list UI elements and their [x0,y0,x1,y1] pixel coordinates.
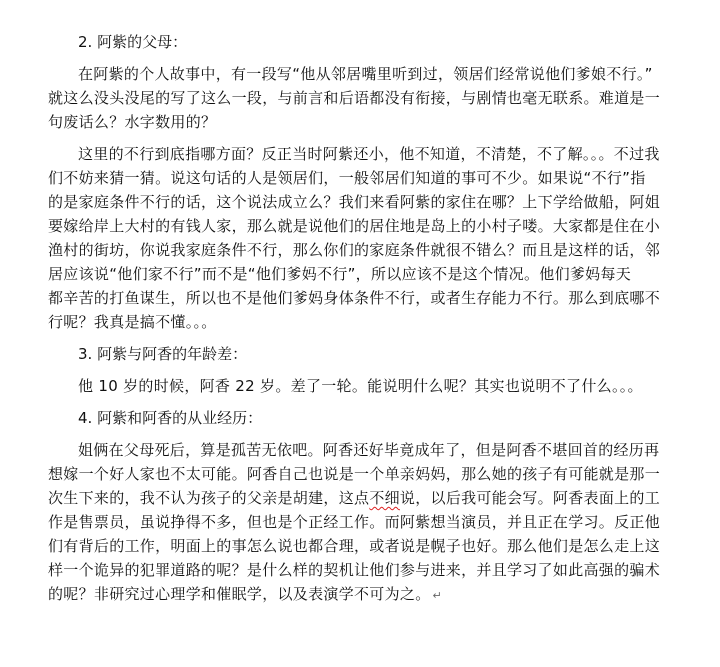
text-line: 们有背后的工作，明面上的事怎么说也都合理，或者说是幌子也好。那么他们是怎么走上这 [48,537,661,555]
section-4-heading: 4. 阿紫和阿香的从业经历： [78,409,263,427]
text-line: 姐俩在父母死后，算是孤苦无依吧。阿香还好毕竟成年了，但是阿香不堪回首的经历再 [78,441,660,459]
text-line: 要嫁给岸上大村的有钱人家，那么就是说他们的居住地是岛上的小村子喽。大家都是住在小 [48,217,661,235]
text-line: 们不妨来猜一猜。说这句话的人是领居们，一般邻居们知道的事可不少。如果说“不行”指 [48,169,646,187]
text-line: 在阿紫的个人故事中，有一段写“他从邻居嘴里听到过，领居们经常说他们爹娘不行。” [78,65,653,83]
text-line: 作是售票员，虽说挣得不多，但也是个正经工作。而阿紫想当演员，并且正在学习。反正他 [48,513,661,531]
text-line: 都辛苦的打鱼谋生，所以也不是他们爹妈身体条件不行，或者生存能力不行。那么到底哪不 [48,289,661,307]
text-segment: 次生下来的，我不认为孩子的父亲是胡建，这点 [48,489,370,507]
spellcheck-flagged-text[interactable]: 不细 [369,489,400,507]
section-2-paragraph-2 [48,142,670,334]
section-2-heading: 2. 阿紫的父母： [78,33,188,51]
text-segment: 的呢？非研究过心理学和催眠学，以及表演学不可为之。 [48,585,431,603]
text-line: 就这么没头没尾的写了这么一段，与前言和后语都没有衔接，与剧情也毫无联系。难道是一 [48,89,661,107]
text-line: 样一个诡异的犯罪道路的呢？是什么样的契机让他们参与进来，并且学习了如此高强的骗术 [48,561,661,579]
text-line [48,486,670,510]
text-line [48,582,670,608]
text-line: 想嫁一个好人家也不太可能。阿香自己也说是一个单亲妈妈，那么她的孩子有可能就是那一 [48,465,661,483]
text-line: 的是家庭条件不行的话，这个说法成立么？我们来看阿紫的家住在哪？上下学给做船，阿姐 [48,193,661,211]
section-3-paragraph-1 [48,374,670,398]
text-line: 渔村的街坊，你说我家庭条件不行，那么你们的家庭条件就很不错么？而且是这样的话，邻 [48,241,661,259]
text-segment: 说，以后我可能会写。阿香表面上的工 [399,489,661,507]
text-line: 这里的不行到底指哪方面？反正当时阿紫还小，他不知道，不清楚，不了解。。。不过我 [78,145,660,163]
section-2-paragraph-1 [48,62,670,134]
section-3-heading: 3. 阿紫与阿香的年龄差： [78,345,248,363]
text-line: 他 10 岁的时候，阿香 22 岁。差了一轮。能说明什么呢？其实也说明不了什么。。。 [78,377,643,395]
paragraph-mark-icon: ↵ [432,589,443,602]
section-4-paragraph-1 [48,438,670,608]
text-line: 居应该说“他们家不行”而不是“他们爹妈不行”，所以应该不是这个情况。他们爹妈每天 [48,265,632,283]
text-line: 句废话么？水字数用的？ [48,113,217,131]
text-line: 行呢？我真是搞不懂。。。 [48,313,217,331]
